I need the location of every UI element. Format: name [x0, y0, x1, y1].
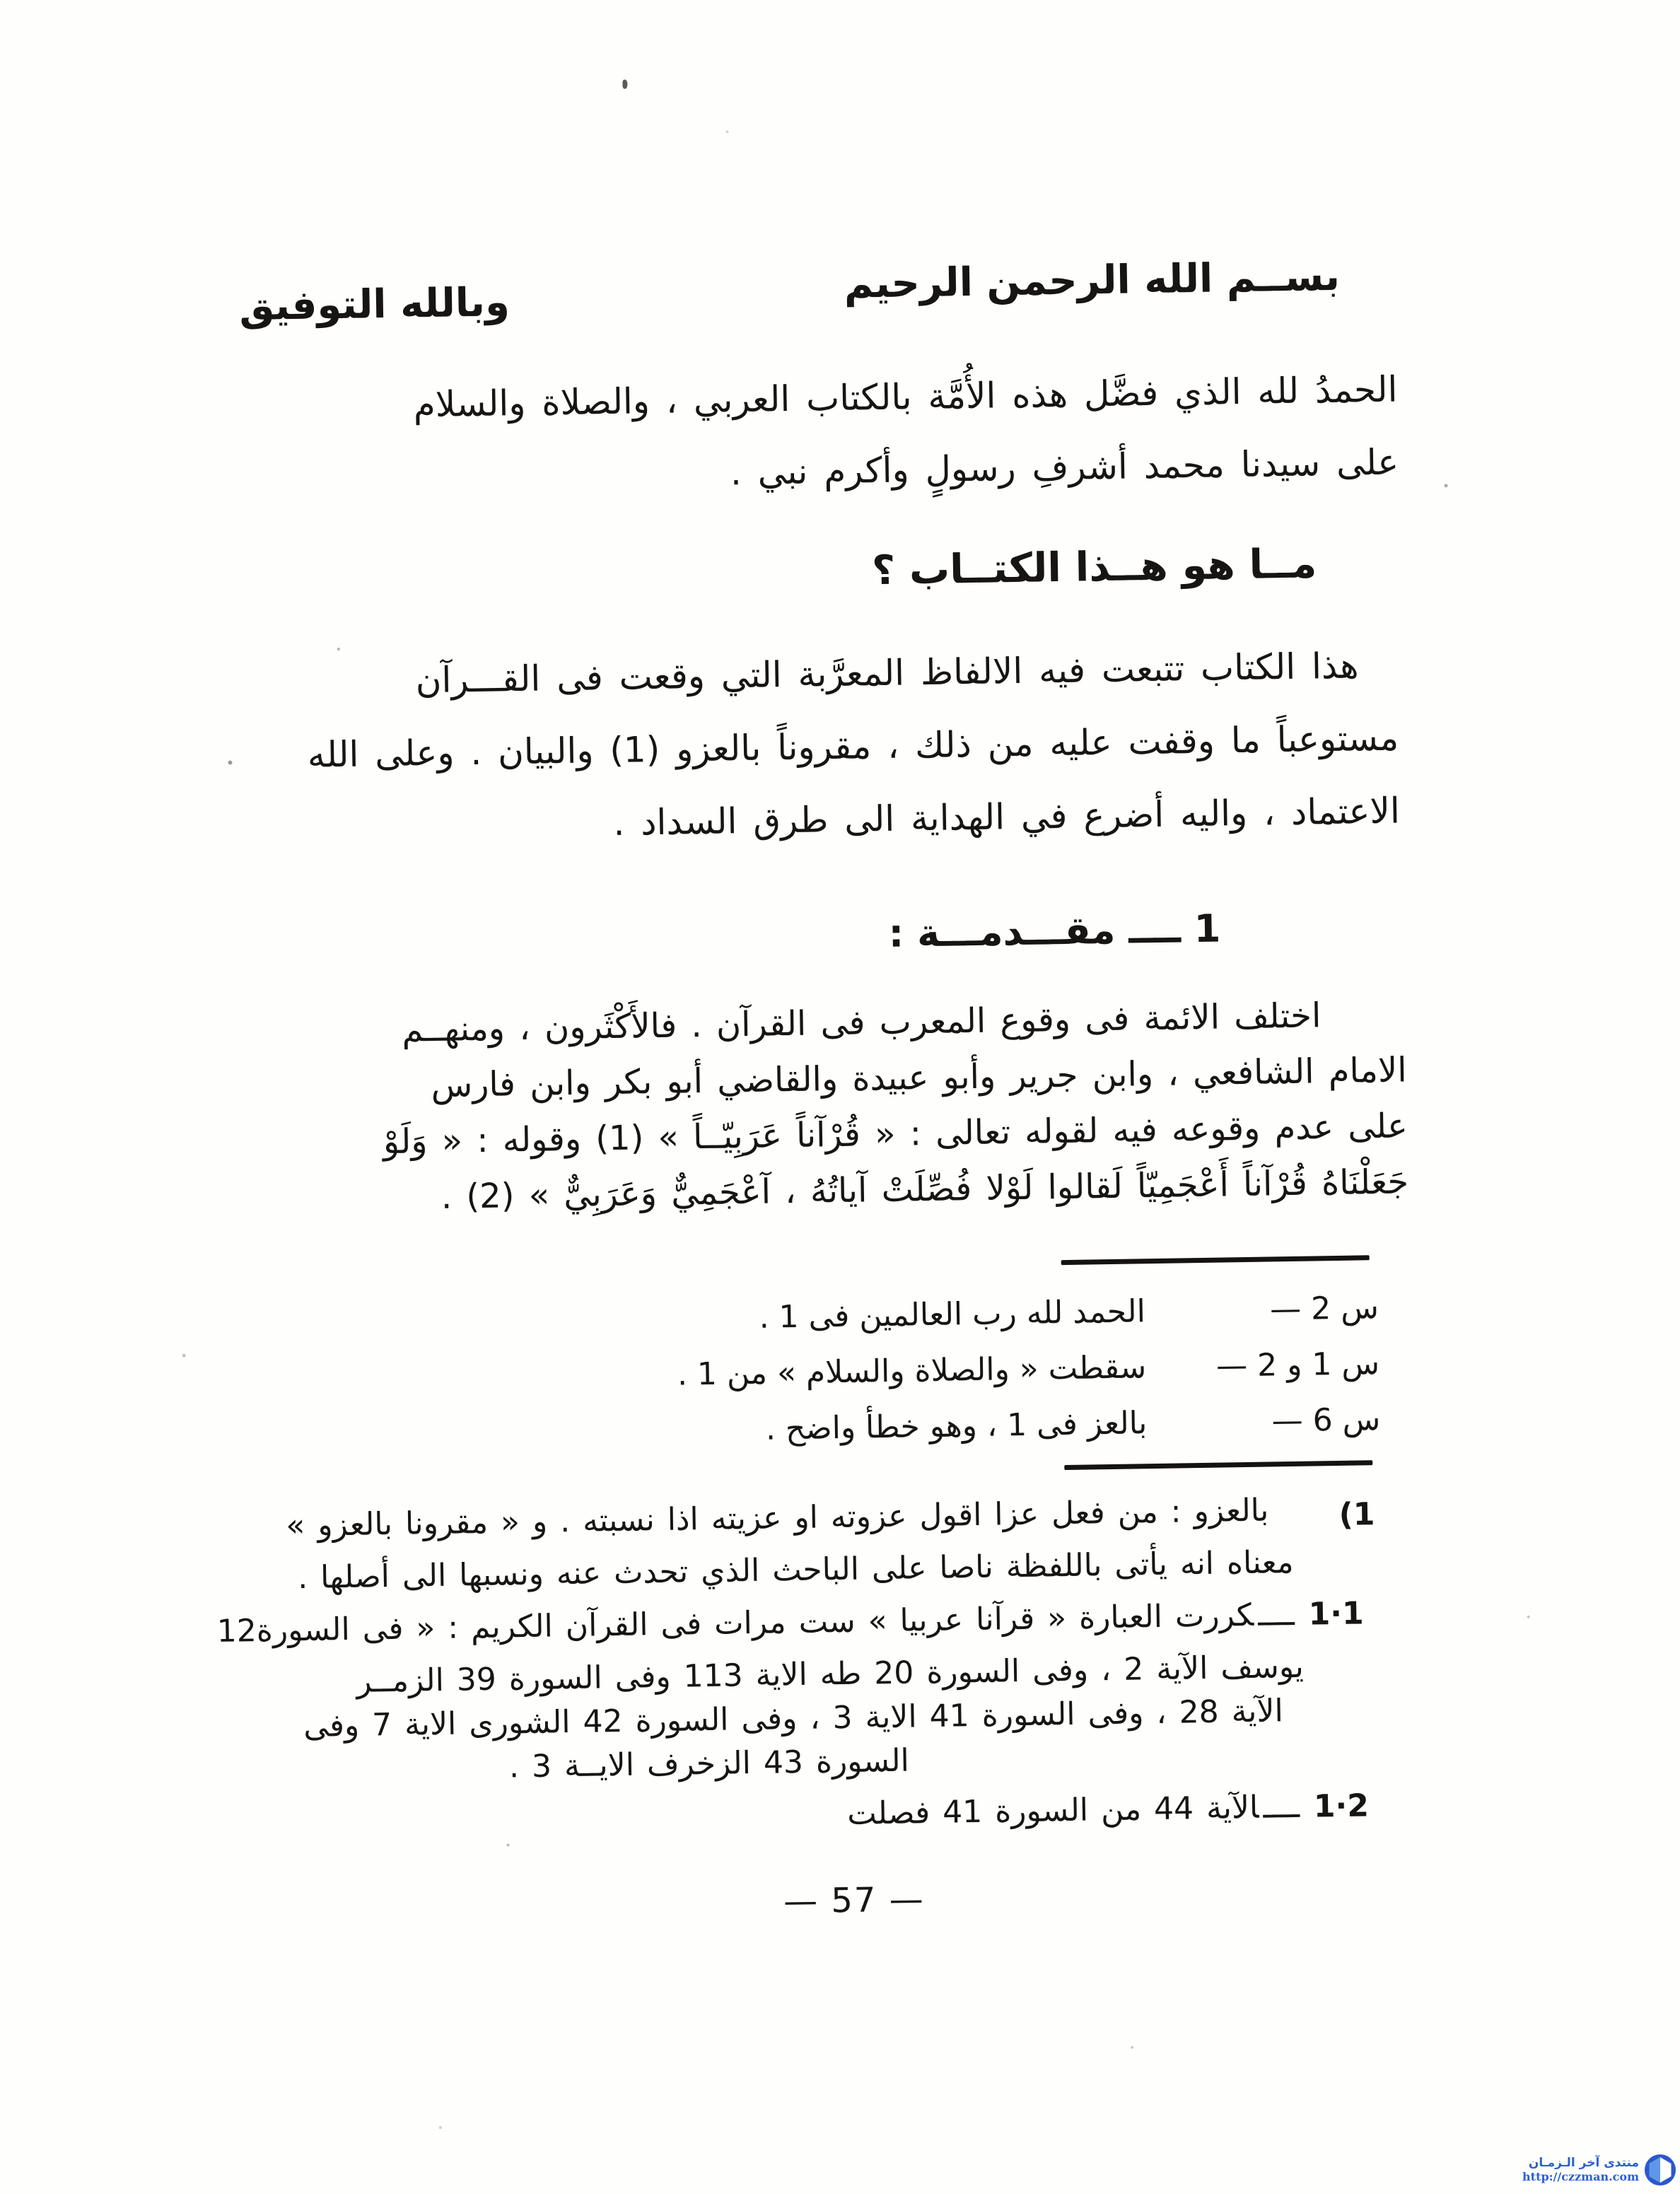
book-description-paragraph: [305, 629, 1400, 865]
scan-speck: [1131, 2046, 1133, 2049]
footnote-dash: ــــ: [1257, 1596, 1295, 1633]
scan-speck: [622, 80, 627, 89]
variant-line-ref: س 2 —: [1269, 1290, 1379, 1328]
footnote-1-line: معناه انه يأتى باللفظة ناصا على الباحث الذي تحدث عنه ونسبها الى أصلها .: [297, 1544, 1294, 1597]
section-title-muqaddima: 1 ــــ مقـــدمـــة :: [888, 906, 1221, 956]
footnote-text: الآية 44 من السورة 41 فصلت: [846, 1789, 1259, 1832]
paragraph-line: الامام الشافعي ، وابن جرير وأبو عبيدة والقاضي أبو بكر وابن فارس: [431, 1050, 1407, 1106]
scan-speck: [1445, 484, 1448, 487]
watermark-title: منتدى آخر الـزمـان: [1528, 2156, 1639, 2170]
variant-text: سقطت « والصلاة والسلام » من 1 .: [677, 1349, 1147, 1393]
footnote-1-marker: (1: [1338, 1496, 1375, 1533]
footnote-1-1-marker: 1·1: [1308, 1595, 1364, 1633]
footnote-1-1-line: السورة 43 الزخرف الايــة 3 .: [508, 1742, 910, 1785]
scan-speck: [337, 648, 340, 650]
separator-rule-top: [1061, 1255, 1370, 1265]
footnote-1-1-line: [216, 1595, 1364, 1649]
footnote-1-2-line: [847, 1787, 1369, 1832]
separator-rule-bottom: [1064, 1460, 1372, 1470]
section-title-what-is-book: مــا هو هــذا الكتــاب ؟: [871, 540, 1317, 595]
footnote-1-line: بالعزو : من فعل عزا اقول عزوته او عزيته اذا نسبته . و « مقرونا بالعزو »: [285, 1492, 1269, 1544]
footnote-dash: ــــ: [1262, 1788, 1300, 1826]
watermark-text: [1522, 2156, 1639, 2184]
footnote-1-1-line: يوسف الآية 2 ، وفى السورة 20 طه الاية 113 وفى السورة 39 الزمــر: [356, 1648, 1305, 1700]
variant-row: [678, 1401, 1381, 1469]
page-number: — 57 —: [783, 1879, 926, 1922]
paragraph-line: اختلف الائمة فى وقوع المعرب فى القرآن . فالأَكْثَرون ، ومنهــم: [401, 996, 1322, 1050]
paragraph-line: الاعتماد ، واليه أضرع في الهداية الى طرق السداد .: [612, 790, 1401, 844]
variant-notes: [676, 1290, 1381, 1469]
forum-watermark: [1522, 2154, 1676, 2186]
forum-logo-icon: [1644, 2154, 1676, 2186]
watermark-url: http://czzman.com: [1522, 2170, 1639, 2183]
scan-speck: [182, 1354, 186, 1358]
paragraph-line: هذا الكتاب تتبعت فيه الالفاظ المعرَّبة التي وقعت فى القـــرآن: [415, 645, 1359, 701]
footnote-text: كررت العبارة « قرآنا عربيا » ست مرات فى القرآن الكريم : « فى السورة12: [216, 1597, 1254, 1650]
variant-text: بالعز فى 1 ، وهو خطأ واضح .: [765, 1405, 1148, 1447]
scan-speck: [228, 760, 232, 764]
scan-speck: [439, 2126, 442, 2129]
paragraph-line: جَعَلْنَاهُ قُرْآناً أَعْجَمِيّاً لَقالوا لَوْلا فُصِّلَتْ آياتُهُ ، آعْجَمِيٌّ وَعَرَبِيٌّ » (2) .: [441, 1162, 1409, 1217]
muqaddima-paragraph: [381, 986, 1409, 1226]
paragraph-line: مستوعباً ما وقفت عليه من ذلك ، مقروناً بالعزو (1) والبيان . وعلى الله: [307, 717, 1399, 776]
intro-line: على سيدنا محمد أشرفِ رسولٍ وأكرم نبي .: [730, 441, 1399, 494]
intro-line: الحمدُ لله الذي فضَّل هذه الأُمَّة بالكتاب العربي ، والصلاة والسلام: [413, 368, 1398, 426]
variant-line-ref: س 1 و 2 —: [1215, 1346, 1380, 1384]
tawfiq-header: وبالله التوفيق: [238, 279, 511, 330]
scan-speck: [507, 1843, 510, 1846]
bismillah-header: بســم الله الرحمن الرحيم: [844, 253, 1341, 308]
variant-text: الحمد لله رب العالمين فى 1 .: [759, 1293, 1146, 1336]
footnote-1-2-marker: 1·2: [1313, 1787, 1370, 1825]
scan-speck: [726, 130, 729, 133]
paragraph-line: على عدم وقوعه فيه لقوله تعالى : « قُرْآناً عَرَبِيّــاً » (1) وقوله : « وَلَوْ: [383, 1106, 1408, 1162]
variant-line-ref: س 6 —: [1271, 1401, 1381, 1440]
scan-speck: [1527, 1616, 1530, 1618]
intro-paragraph: [413, 353, 1399, 514]
footnote-1-1-line: الآية 28 ، وفى السورة 41 الاية 3 ، وفى السورة 42 الشورى الاية 7 وفى: [303, 1693, 1284, 1745]
